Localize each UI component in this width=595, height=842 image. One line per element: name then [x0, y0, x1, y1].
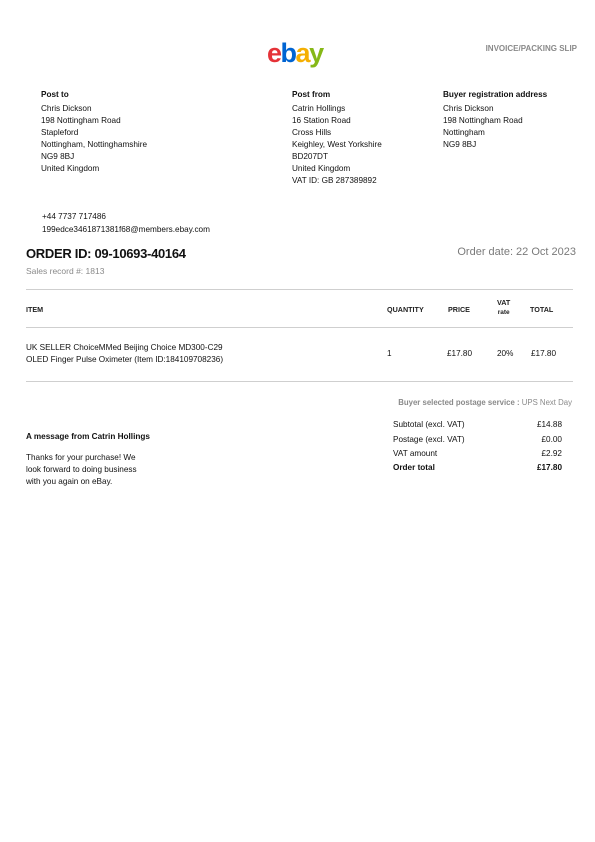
address-line: Stapleford: [41, 128, 79, 137]
column-header-rate-label: rate: [497, 309, 510, 316]
logo-letter-b: b: [280, 38, 296, 68]
address-line: Catrin Hollings: [292, 104, 346, 113]
order-id: ORDER ID: 09-10693-40164: [26, 246, 186, 261]
message-line: with you again on eBay.: [26, 477, 113, 486]
document-type: INVOICE/PACKING SLIP: [485, 44, 577, 53]
subtotal-value: £14.88: [536, 420, 562, 429]
address-line: Nottingham, Nottinghamshire: [41, 140, 148, 149]
column-header-total: TOTAL: [530, 305, 554, 314]
post-to-heading: Post to: [41, 90, 69, 99]
table-row-item: [26, 342, 223, 366]
row-quantity: 1: [387, 349, 392, 358]
column-header-vat-rate: [497, 298, 510, 318]
row-total: £17.80: [531, 349, 557, 358]
post-from-heading: Post from: [292, 90, 331, 99]
order-total-label: Order total: [393, 463, 435, 472]
divider: [26, 289, 573, 290]
divider: [26, 381, 573, 382]
item-title-line: OLED Finger Pulse Oximeter (Item ID:184109708236): [26, 355, 224, 364]
phone-number: +44 7737 717486: [42, 212, 106, 221]
address-line: Chris Dickson: [41, 104, 92, 113]
seller-message-heading: A message from Catrin Hollings: [26, 432, 150, 441]
divider: [26, 327, 573, 328]
address-line: Nottingham: [443, 128, 485, 137]
address-line: NG9 8BJ: [443, 140, 477, 149]
column-header-quantity: QUANTITY: [387, 305, 424, 314]
postage-cost-label: Postage (excl. VAT): [393, 435, 465, 444]
column-header-vat-label: VAT: [497, 298, 511, 307]
order-date: Order date: 22 Oct 2023: [457, 246, 576, 258]
item-title-line: UK SELLER ChoiceMMed Beijing Choice MD300-C29: [26, 343, 223, 352]
message-line: look forward to doing business: [26, 465, 137, 474]
row-vat-rate: 20%: [497, 349, 514, 358]
ebay-logo: [267, 40, 323, 67]
email-address: 199edce3461871381f68@members.ebay.com: [42, 225, 210, 234]
logo-letter-e: e: [267, 38, 281, 68]
address-line: Cross Hills: [292, 128, 332, 137]
address-line: BD207DT: [292, 152, 328, 161]
column-header-price: PRICE: [448, 305, 470, 314]
address-line: United Kingdom: [292, 164, 351, 173]
buyer-registration-heading: Buyer registration address: [443, 90, 548, 99]
buyer-registration-block: [443, 89, 547, 151]
order-total-value: £17.80: [536, 463, 562, 472]
vat-amount-label: VAT amount: [393, 449, 438, 458]
address-line: 16 Station Road: [292, 116, 351, 125]
postage-label: Buyer selected postage service :: [398, 398, 520, 407]
logo-letter-y: y: [309, 38, 323, 68]
postage-service: [398, 398, 572, 407]
sales-record: Sales record #: 1813: [26, 266, 105, 276]
row-price: £17.80: [447, 349, 473, 358]
vat-id: VAT ID: GB 287389892: [292, 176, 377, 185]
address-line: Chris Dickson: [443, 104, 494, 113]
postage-cost-value: £0.00: [541, 435, 562, 444]
address-line: Keighley, West Yorkshire: [292, 140, 382, 149]
buyer-contact: [42, 210, 210, 236]
address-line: United Kingdom: [41, 164, 100, 173]
address-line: NG9 8BJ: [41, 152, 75, 161]
address-line: 198 Nottingham Road: [41, 116, 121, 125]
postage-value: UPS Next Day: [521, 398, 572, 407]
column-header-item: ITEM: [26, 305, 44, 314]
subtotal-label: Subtotal (excl. VAT): [393, 420, 465, 429]
post-from-block: [292, 89, 382, 187]
logo-letter-a: a: [295, 38, 310, 68]
address-line: 198 Nottingham Road: [443, 116, 523, 125]
seller-message: [26, 452, 176, 488]
post-to-block: [41, 89, 147, 175]
message-line: Thanks for your purchase! We: [26, 453, 136, 462]
vat-amount-value: £2.92: [541, 449, 562, 458]
